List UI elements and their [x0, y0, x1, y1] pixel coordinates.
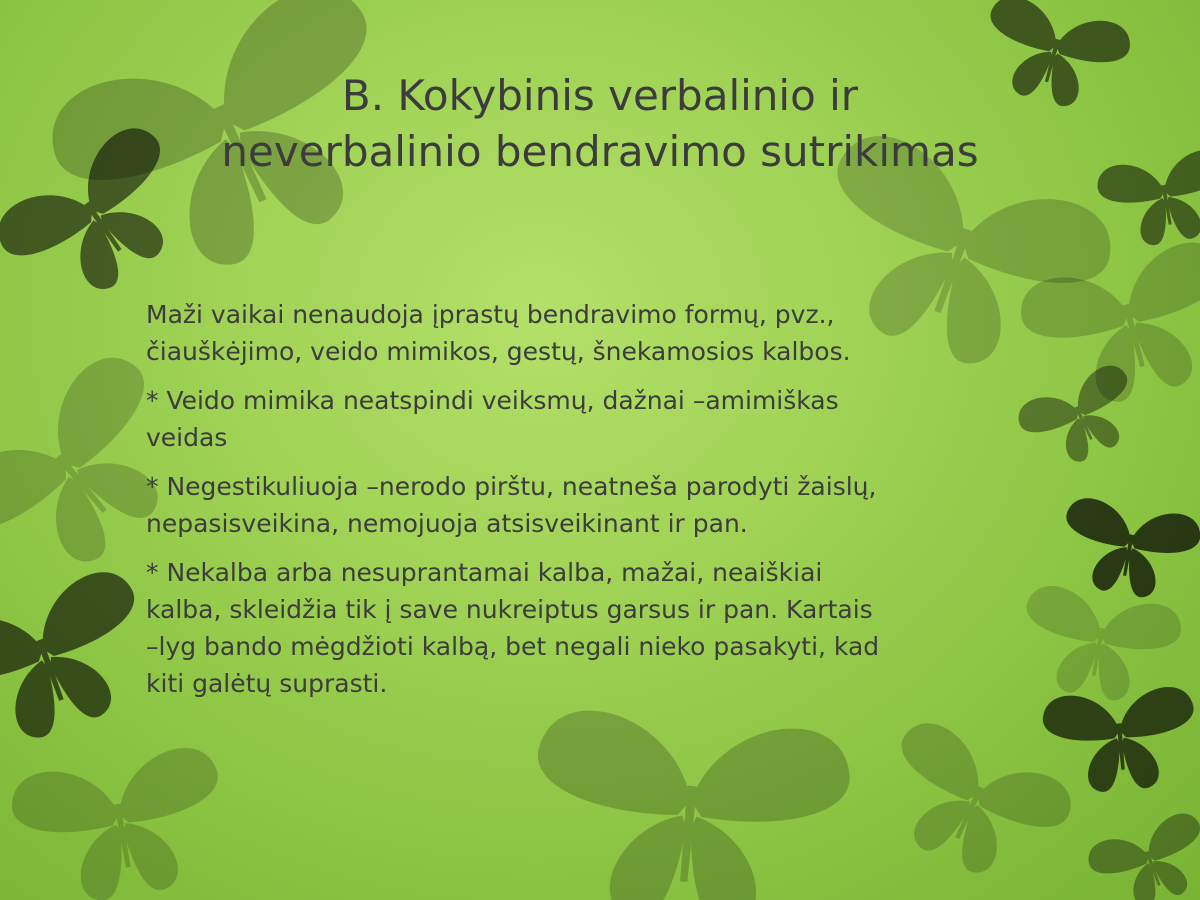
butterfly-icon	[524, 706, 853, 900]
body-line: Maži vaikai nenaudoja įprastų bendravimo formų, pvz.,	[146, 300, 835, 329]
butterfly-icon	[1083, 808, 1200, 900]
body-paragraph	[146, 296, 1046, 370]
body-paragraph	[146, 382, 1046, 456]
body-line: * Veido mimika neatspindi veiksmų, dažnai –amimiškas	[146, 386, 839, 415]
body-line: kiti galėtų suprasti.	[146, 669, 388, 698]
butterfly-icon	[1094, 147, 1200, 254]
slide-title-line: B. Kokybinis verbalinio ir	[341, 71, 859, 120]
butterfly-icon	[0, 563, 169, 763]
slide-title	[120, 68, 1080, 180]
slide-title-line: neverbalinio bendravimo sutrikimas	[221, 127, 979, 176]
butterfly-icon	[1055, 495, 1200, 606]
slide-body	[146, 296, 1046, 714]
body-line: * Nekalba arba nesuprantamai kalba, mažai, neaiškiai	[146, 558, 823, 587]
butterfly-icon	[864, 714, 1080, 899]
body-paragraph	[146, 554, 1046, 702]
body-line: kalba, skleidžia tik į save nukreiptus garsus ir pan. Kartais	[146, 595, 873, 624]
butterfly-icon	[7, 743, 236, 900]
body-line: * Negestikuliuoja –nerodo pirštu, neatneša parodyti žaislų,	[146, 472, 877, 501]
body-line: nepasisveikina, nemojuoja atsisveikinant ir pan.	[146, 509, 748, 538]
body-line: –lyg bando mėgdžioti kalbą, bet negali nieko pasakyti, kad	[146, 632, 880, 661]
body-paragraph	[146, 468, 1046, 542]
body-line: čiauškėjimo, veido mimikos, gestų, šnekamosios kalbos.	[146, 337, 851, 366]
body-line: veidas	[146, 423, 228, 452]
butterfly-icon	[1041, 685, 1200, 797]
